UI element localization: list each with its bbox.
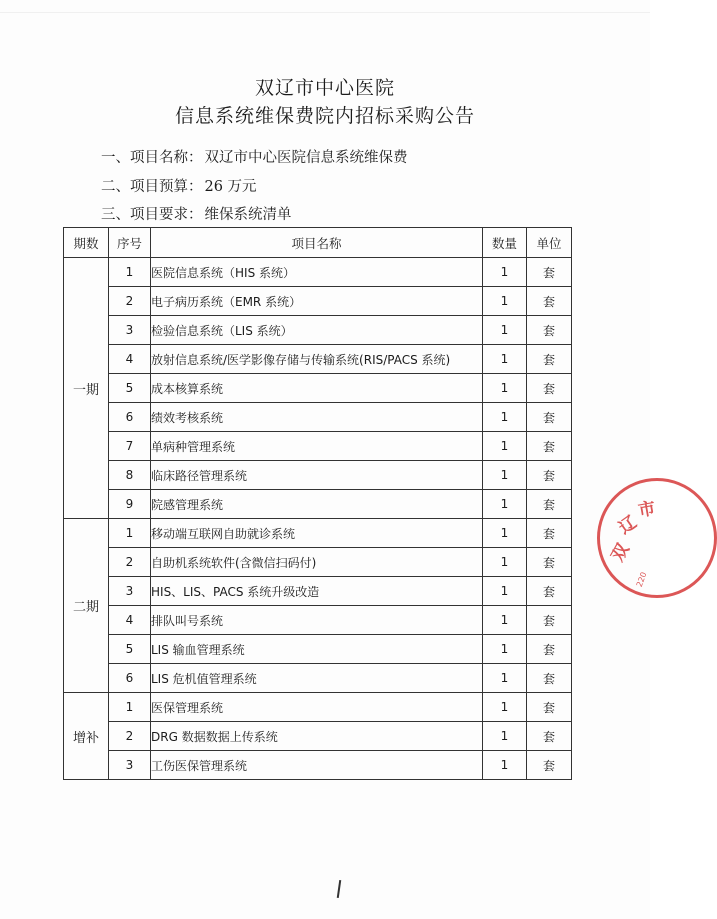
unit-cell: 套 [527, 490, 572, 519]
table-row [64, 461, 572, 490]
index-cell: 3 [109, 751, 151, 780]
index-cell: 1 [109, 693, 151, 722]
index-cell: 3 [109, 316, 151, 345]
qty-cell: 1 [483, 693, 527, 722]
index-cell: 1 [109, 258, 151, 287]
name-cell: 单病种管理系统 [151, 432, 483, 461]
table-row [64, 258, 572, 287]
phase-cell: 增补 [64, 693, 109, 780]
qty-cell: 1 [483, 751, 527, 780]
name-cell: 放射信息系统/医学影像存储与传输系统(RIS/PACS 系统) [151, 345, 483, 374]
name-cell: 电子病历系统（EMR 系统） [151, 287, 483, 316]
name-cell: 绩效考核系统 [151, 403, 483, 432]
requirement-budget [101, 175, 257, 196]
requirement-label: 三、项目要求： [101, 207, 203, 223]
seal-number: 220 [634, 570, 649, 589]
unit-cell: 套 [527, 258, 572, 287]
index-cell: 1 [109, 519, 151, 548]
name-cell: 工伤医保管理系统 [151, 751, 483, 780]
requirement-value: 双辽市中心医院信息系统维保费 [204, 150, 408, 166]
table-row [64, 606, 572, 635]
unit-cell: 套 [527, 403, 572, 432]
index-cell: 2 [109, 722, 151, 751]
name-cell: 成本核算系统 [151, 374, 483, 403]
index-cell: 6 [109, 664, 151, 693]
unit-cell: 套 [527, 548, 572, 577]
index-cell: 5 [109, 374, 151, 403]
table-row [64, 287, 572, 316]
unit-cell: 套 [527, 374, 572, 403]
table-row [64, 635, 572, 664]
requirement-label: 二、项目预算： [101, 179, 203, 195]
index-cell: 7 [109, 432, 151, 461]
table-row [64, 722, 572, 751]
seal-char: 双 [607, 540, 634, 566]
qty-cell: 1 [483, 490, 527, 519]
table-row [64, 345, 572, 374]
name-cell: DRG 数据数据上传系统 [151, 722, 483, 751]
unit-cell: 套 [527, 287, 572, 316]
seal-char: 市 [636, 498, 658, 522]
unit-cell: 套 [527, 635, 572, 664]
name-cell: 自助机系统软件(含微信扫码付) [151, 548, 483, 577]
index-cell: 8 [109, 461, 151, 490]
qty-cell: 1 [483, 577, 527, 606]
seal-inner [607, 495, 704, 589]
table-header-row [64, 228, 572, 258]
requirement-project-name [101, 146, 408, 167]
qty-cell: 1 [483, 664, 527, 693]
phase-cell: 一期 [64, 258, 109, 519]
seal-char: 辽 [615, 512, 641, 539]
header-phase: 期数 [64, 228, 109, 258]
unit-cell: 套 [527, 461, 572, 490]
qty-cell: 1 [483, 635, 527, 664]
unit-cell: 套 [527, 606, 572, 635]
name-cell: 移动端互联网自助就诊系统 [151, 519, 483, 548]
table-row [64, 490, 572, 519]
table-row [64, 519, 572, 548]
table-row [64, 664, 572, 693]
unit-cell: 套 [527, 577, 572, 606]
qty-cell: 1 [483, 461, 527, 490]
index-cell: 2 [109, 548, 151, 577]
table-row [64, 374, 572, 403]
name-cell: HIS、LIS、PACS 系统升级改造 [151, 577, 483, 606]
table-row [64, 403, 572, 432]
name-cell: 医院信息系统（HIS 系统） [151, 258, 483, 287]
name-cell: 排队叫号系统 [151, 606, 483, 635]
index-cell: 4 [109, 345, 151, 374]
requirement-items [101, 203, 292, 224]
header-name: 项目名称 [151, 228, 483, 258]
table-row [64, 751, 572, 780]
red-seal-stamp [597, 478, 717, 598]
qty-cell: 1 [483, 606, 527, 635]
name-cell: 临床路径管理系统 [151, 461, 483, 490]
requirement-value: 维保系统清单 [204, 207, 292, 223]
name-cell: 院感管理系统 [151, 490, 483, 519]
qty-cell: 1 [483, 722, 527, 751]
qty-cell: 1 [483, 316, 527, 345]
unit-cell: 套 [527, 751, 572, 780]
scan-artifact-line [0, 12, 650, 13]
table-row [64, 548, 572, 577]
index-cell: 9 [109, 490, 151, 519]
unit-cell: 套 [527, 519, 572, 548]
unit-cell: 套 [527, 722, 572, 751]
document-title-line2: 信息系统维保费院内招标采购公告 [174, 105, 475, 127]
qty-cell: 1 [483, 287, 527, 316]
index-cell: 2 [109, 287, 151, 316]
header-index: 序号 [109, 228, 151, 258]
requirement-value: 26 万元 [204, 179, 257, 195]
table-row [64, 316, 572, 345]
table-row [64, 577, 572, 606]
unit-cell: 套 [527, 432, 572, 461]
maintenance-systems-table [63, 227, 572, 780]
name-cell: 检验信息系统（LIS 系统） [151, 316, 483, 345]
requirement-label: 一、项目名称： [101, 150, 203, 166]
table-row [64, 432, 572, 461]
qty-cell: 1 [483, 432, 527, 461]
index-cell: 5 [109, 635, 151, 664]
name-cell: 医保管理系统 [151, 693, 483, 722]
table-body [64, 258, 572, 780]
unit-cell: 套 [527, 316, 572, 345]
header-qty: 数量 [483, 228, 527, 258]
phase-cell: 二期 [64, 519, 109, 693]
index-cell: 6 [109, 403, 151, 432]
name-cell: LIS 输血管理系统 [151, 635, 483, 664]
table-row [64, 693, 572, 722]
qty-cell: 1 [483, 548, 527, 577]
pen-mark [337, 880, 341, 898]
qty-cell: 1 [483, 258, 527, 287]
qty-cell: 1 [483, 374, 527, 403]
index-cell: 3 [109, 577, 151, 606]
unit-cell: 套 [527, 664, 572, 693]
document-title-line1: 双辽市中心医院 [254, 77, 395, 99]
unit-cell: 套 [527, 345, 572, 374]
index-cell: 4 [109, 606, 151, 635]
qty-cell: 1 [483, 345, 527, 374]
qty-cell: 1 [483, 519, 527, 548]
header-unit: 单位 [527, 228, 572, 258]
qty-cell: 1 [483, 403, 527, 432]
unit-cell: 套 [527, 693, 572, 722]
name-cell: LIS 危机值管理系统 [151, 664, 483, 693]
